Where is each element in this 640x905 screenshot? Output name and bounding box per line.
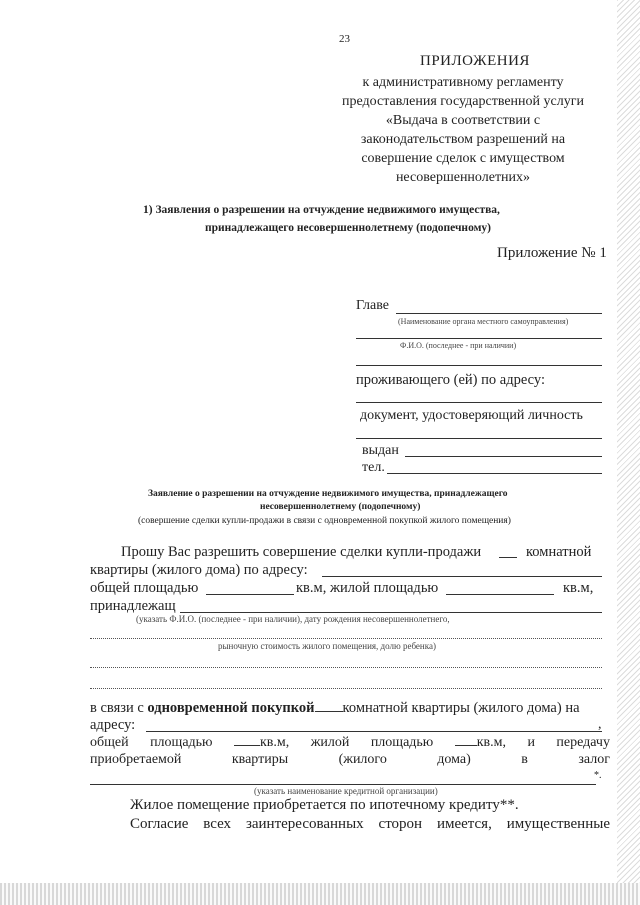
row-word: площадью [370,735,434,750]
owner-hint: (указать Ф.И.О. (последнее - при наличии), дату рождения несовершеннолетнего, [136,614,450,624]
total-area-field[interactable] [206,594,294,595]
request-line2: квартиры (жилого дома) по адресу: [90,562,308,578]
row-word: имеется, [436,816,492,832]
addressee-fio-field[interactable] [356,338,602,339]
living-area-label: кв.м, жилой площадью [296,580,439,596]
owner-field[interactable] [180,612,602,613]
addressee-glave-field[interactable] [396,313,602,314]
purchase-line1 [90,700,580,717]
row-word: площадью [150,735,213,750]
header-line: совершение сделок с имуществом [361,151,565,166]
addressee-fio-hint: Ф.И.О. (последнее - при наличии) [400,341,517,350]
section-heading-line1: 1) Заявления о разрешении на отчуждение недвижимого имущества, [143,204,500,216]
credit-asterisk: *. [594,770,602,781]
row-word: заинтересованных [245,816,364,832]
row-word: жилой [310,735,350,750]
header-line: несовершеннолетних» [395,170,531,185]
mortgage-line: Жилое помещение приобретается по ипотечному кредиту**. [130,797,519,813]
header-line: законодательством разрешений на [360,132,566,147]
purchase-address-comma: , [598,717,602,732]
appendix-number-label: Приложение № 1 [497,245,607,261]
addressee-phone-field[interactable] [387,473,602,474]
header-line: к административному регламенту [362,75,564,90]
addressee-glave-hint: (Наименование органа местного самоуправления) [398,317,569,326]
row-word: сторон [378,816,423,832]
extra-line[interactable] [90,667,602,668]
rooms-count-field[interactable] [499,557,517,558]
extra-line[interactable] [90,688,602,689]
purchase-bold: одновременной покупкой [147,700,315,716]
purchase-area-row [90,735,610,751]
row-word: кв.м, [234,735,289,751]
living-area-unit: кв.м, [563,580,594,596]
credit-org-field[interactable] [90,784,596,785]
living-area-field[interactable] [446,594,554,595]
row-word: имущественные [506,816,610,832]
scan-edge-right [617,0,640,905]
row-word: общей [90,735,129,750]
addressee-document-label: документ, удостоверяющий личность [360,408,583,423]
addressee-residing-label: проживающего (ей) по адресу: [356,372,545,388]
header-line: предоставления государственной услуги [342,94,584,109]
row-word: Согласие [130,816,189,832]
form-title-line3: (совершение сделки купли-продажи в связи с одновременной покупкой жилого помещения) [138,516,511,526]
row-word: в [521,752,528,767]
purchase-address-label: адресу: [90,717,136,733]
row-word: кв.м, [455,735,506,751]
addressee-address-field[interactable] [356,402,602,403]
form-title-line1: Заявление о разрешении на отчуждение недвижимого имущества, принадлежащего [148,489,508,499]
row-word: приобретаемой [90,752,182,767]
addressee-blank-line[interactable] [356,365,602,366]
section-heading-line2: принадлежащего несовершеннолетнему (подопечному) [205,222,492,234]
request-line1: Прошу Вас разрешить совершение сделки купли-продажи [121,544,482,560]
row-word: всех [203,816,232,832]
row-word: и [527,735,535,750]
scan-edge-bottom [0,883,640,905]
credit-org-hint: (указать наименование кредитной организации) [254,786,438,796]
sale-address-field[interactable] [322,576,602,577]
addressee-glave-label: Главе [356,298,389,313]
purchase-rooms-field[interactable] [315,711,343,712]
request-rooms-word: комнатной [526,544,592,560]
row-word: дома) [437,752,471,767]
addressee-phone-label: тел. [362,460,385,475]
form-title-line2: несовершеннолетнему (подопечному) [260,502,421,512]
addressee-document-field[interactable] [356,438,602,439]
row-word: квартиры [231,752,289,767]
row-word: залог [578,752,610,767]
addressee-issued-label: выдан [362,443,399,458]
appendix-header-lines [318,73,608,187]
purchase-pledge-row [90,752,610,768]
purchase-address-field[interactable] [146,731,602,732]
header-line: «Выдача в соответствии с [385,113,541,128]
market-value-hint: рыночную стоимость жилого помещения, долю ребенка) [218,641,436,651]
row-word: (жилого [338,752,387,767]
owner-detail-line[interactable] [90,638,602,639]
total-area-label: общей площадью [90,580,199,596]
owner-label: принадлежащ [90,598,176,614]
purchase-prefix: в связи с [90,700,144,716]
page-number: 23 [339,33,350,45]
purchase-suffix: комнатной квартиры (жилого дома) на [342,700,580,716]
addressee-issued-field[interactable] [405,456,602,457]
row-word: передачу [556,735,610,750]
consent-row [130,816,610,833]
appendix-header-title: ПРИЛОЖЕНИЯ [420,53,530,69]
